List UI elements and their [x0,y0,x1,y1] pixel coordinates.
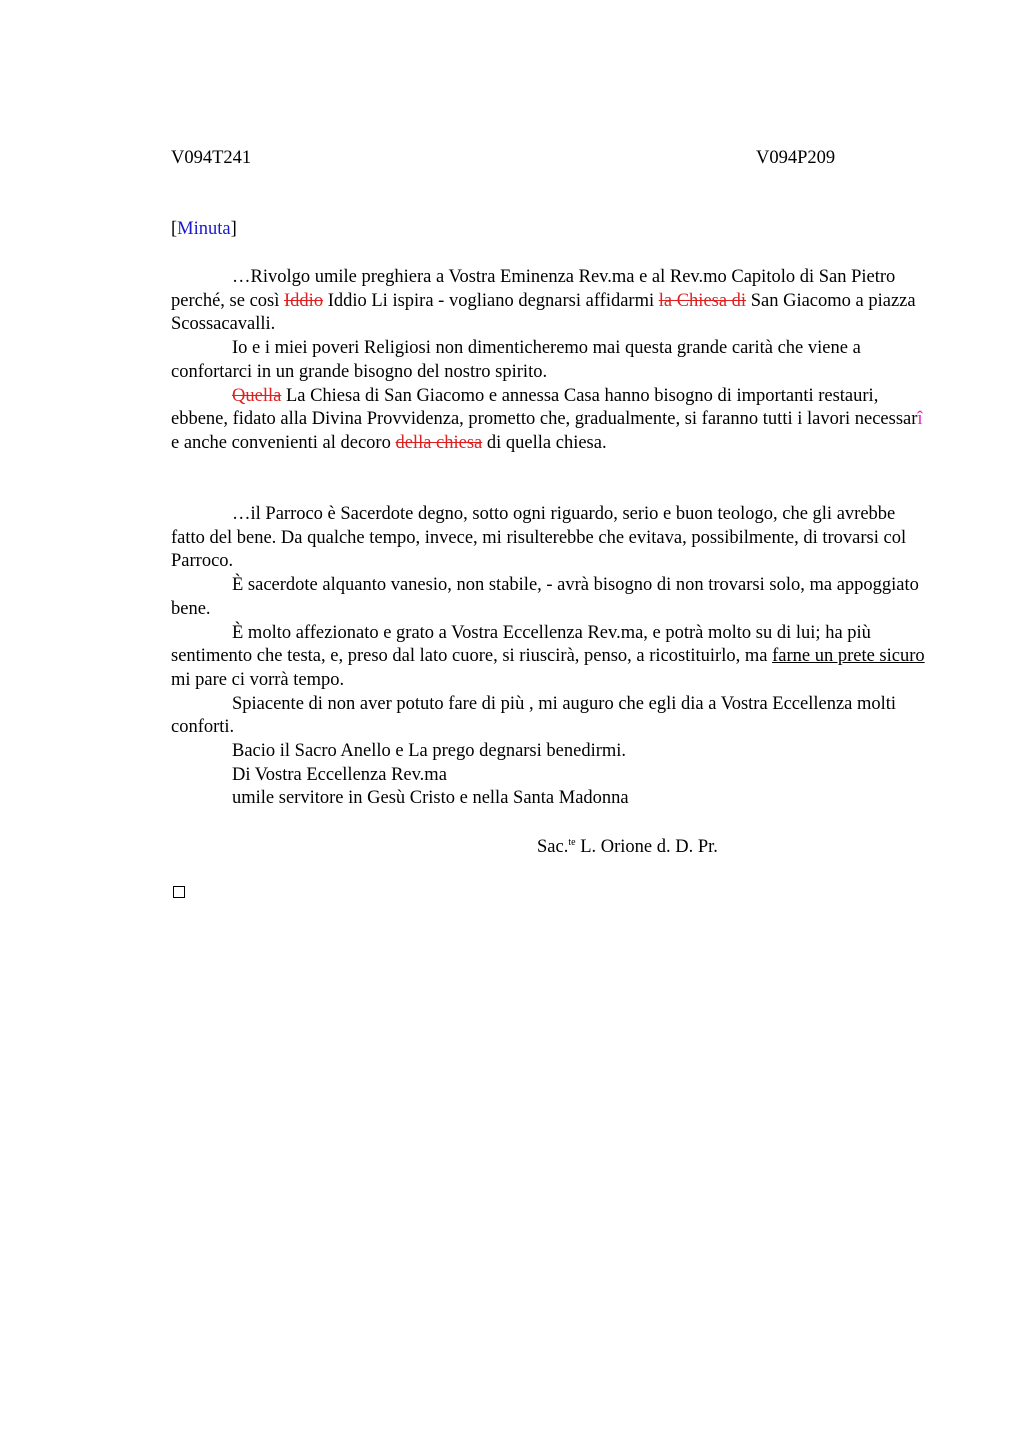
signature-name: L. Orione d. D. Pr. [575,837,718,857]
heading-bracket-close: ] [230,219,237,239]
text-run: La Chiesa di San Giacomo e annessa Casa hanno bisogno di importanti restauri, ebbene, fidato alla Divina Provvidenza, prometto che, gradualmente, si faranno tutti i lavori necessar [171,385,918,430]
signature-prefix: Sac. [537,837,569,857]
signature-superscript: te [568,837,576,848]
end-square-icon [173,886,185,898]
deleted-text: della chiesa [395,432,483,453]
inserted-text: î [917,409,923,430]
paragraph-gratitude: Io e i miei poveri Religiosi non dimenticheremo mai questa grande carità che viene a confortarci in un grande bisogno del nostro spirito. [171,338,861,382]
signature [537,836,718,858]
heading-label: Minuta [177,219,231,239]
text-run: e anche convenienti al decoro [171,432,396,453]
text-run: di quella chiesa. [482,432,607,453]
paragraph-affection [171,622,931,693]
paragraph-regret: Spiacente di non aver potuto fare di più , mi auguro che egli dia a Vostra Eccellenza molti conforti. [171,693,897,738]
document-code-left: V094T241 [171,148,252,168]
deleted-text: la Chiesa di [658,290,747,311]
paragraph-request [171,266,931,337]
text-run: Iddio Li ispira - vogliano degnarsi affidarmi [323,290,659,311]
paragraph-restoration [171,385,931,456]
text-run: …Rivolgo umile preghiera a Vostra Eminenza Rev.ma e al Rev.mo Capitolo di San Pietro perché, se così [171,267,896,311]
paragraph-parish-priest: …il Parroco è Sacerdote degno, sotto ogni riguardo, serio e buon teologo, che gli avrebbe fatto del bene. Da qualche tempo, invece, mi risulterebbe che evitava, possibilmente, di trovarsi col Parroco. [171,504,907,572]
minuta-heading [171,218,237,240]
closing-line-3: umile servitore in Gesù Cristo e nella Santa Madonna [232,788,629,809]
heading-bracket-open: [ [171,219,178,239]
text-run: San Giacomo a piazza Scossacavalli. [171,290,916,335]
letter-section-1 [171,266,931,456]
text-run: È molto affezionato e grato a Vostra Eccellenza Rev.ma, e potrà molto su di lui; ha più sentimento che testa, e, preso dal lato cuore, si riuscirà, penso, a ricostituirlo, ma [171,622,871,667]
text-run: mi pare ci vorrà tempo. [171,669,345,690]
closing-line-2: Di Vostra Eccellenza Rev.ma [232,764,447,785]
paragraph-priest-character: È sacerdote alquanto vanesio, non stabile, - avrà bisogno di non trovarsi solo, ma appoggiato bene. [171,575,919,619]
letter-section-2 [171,503,931,811]
document-code-right: V094P209 [756,148,836,168]
deleted-text: Iddio [284,290,324,311]
closing-line-1: Bacio il Sacro Anello e La prego degnarsi benedirmi. [232,741,627,762]
deleted-text: Quella [232,385,282,406]
underlined-text: farne un prete sicuro [772,646,925,667]
